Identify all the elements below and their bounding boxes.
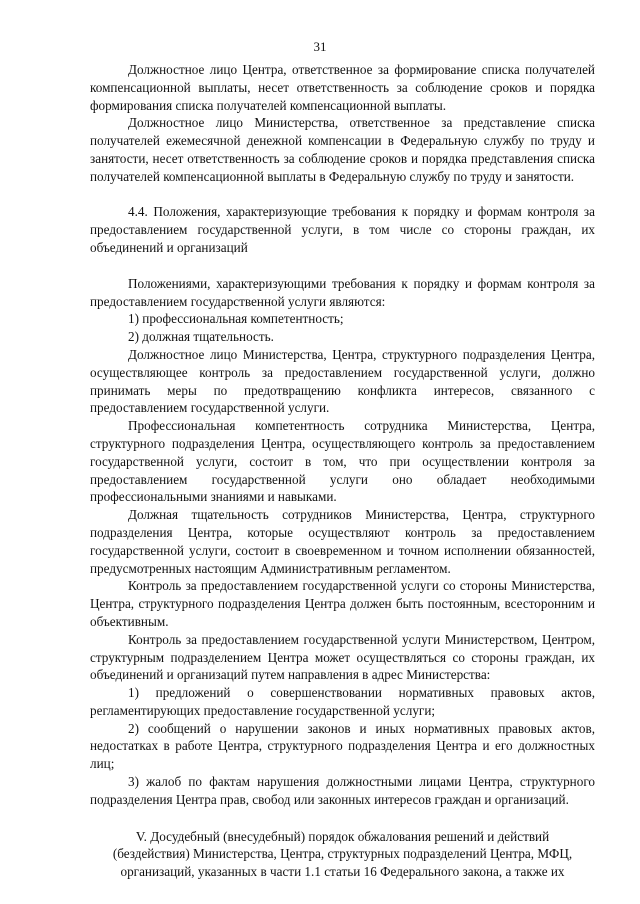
list-item-complaints: 3) жалоб по фактам нарушения должностными лицами Центра, структурного подразделения Центра прав, свобод или законных интересов граждан и организаций.: [90, 774, 595, 807]
section-v-title-line-2: (бездействия) Министерства, Центра, структурных подразделений Центра, МФЦ,: [112, 846, 573, 862]
section-v-title: [90, 828, 595, 881]
paragraph-diligence-definition: Должная тщательность сотрудников Министерства, Центра, структурного подразделения Центра, которые осуществляют контроль за предоставлением государственной услуги, состоит в своевременном и точном исполнении обязанностей, предусмотренных настоящим Административным регламентом.: [90, 507, 595, 576]
list-item-professional-competence: 1) профессиональная компетентность;: [128, 311, 344, 327]
paragraph-control-nature: Контроль за предоставлением государственной услуги со стороны Министерства, Центра, структурного подразделения Центра должен быть постоянным, всесторонним и объективным.: [90, 578, 595, 629]
list-item-due-diligence: 2) должная тщательность.: [128, 329, 274, 345]
heading-section-4-4: 4.4. Положения, характеризующие требования к порядку и формам контроля за предоставлением государственной услуги, в том числе со стороны граждан, их объединений и организаций: [90, 204, 595, 255]
section-v-title-line-3: организаций, указанных в части 1.1 статьи 16 Федерального закона, а также их: [120, 864, 565, 880]
list-item-reports: 2) сообщений о нарушении законов и иных нормативных правовых актов, недостатках в работе Центра, структурного подразделения Центра и его должностных лиц;: [90, 720, 595, 772]
paragraph-center-official-responsibility: Должностное лицо Центра, ответственное за формирование списка получателей компенсационной выплаты, несет ответственность за соблюдение сроков и порядка формирования списка получателей компенсационной выплаты.: [90, 62, 595, 113]
paragraph-competence-definition: Профессиональная компетентность сотрудника Министерства, Центра, структурного подразделения Центра, осуществляющего контроль за предоставлением государственной услуги, состоит в том, что при осуществлении контроля за предоставлением государственной услуги оно обладает необходимыми профессиональными знаниями и навыками.: [90, 418, 595, 505]
paragraph-conflict-of-interest: Должностное лицо Министерства, Центра, структурного подразделения Центра, осуществляющее контроль за предоставлением государственной услуги, должно принимать меры по предотвращению конфликта интересов, связанного с предоставлением государственной услуги.: [90, 346, 595, 416]
paragraph-ministry-official-responsibility: Должностное лицо Министерства, ответственное за представление списка получателей ежемесячной денежной компенсации в Федеральную службу по труду и занятости, несет ответственность за соблюдение сроков и порядка представления списка получателей компенсационной выплаты в Федеральную службу по труду и занятости.: [90, 115, 595, 184]
document-body: [90, 61, 595, 881]
paragraph-citizen-control: Контроль за предоставлением государственной услуги Министерством, Центром, структурным подразделением Центра может осуществляться со стороны граждан, их объединений и организаций путем направления в адрес Министерства:: [90, 631, 595, 683]
section-v-title-line-1: V. Досудебный (внесудебный) порядок обжалования решений и действий: [135, 828, 550, 844]
list-item-proposals: 1) предложений о совершенствовании нормативных правовых актов, регламентирующих предоставление государственной услуги;: [90, 685, 595, 718]
page-number: 31: [313, 39, 327, 54]
paragraph-control-provisions: Положениями, характеризующими требования к порядку и формам контроля за предоставлением государственной услуги являются:: [90, 275, 595, 309]
